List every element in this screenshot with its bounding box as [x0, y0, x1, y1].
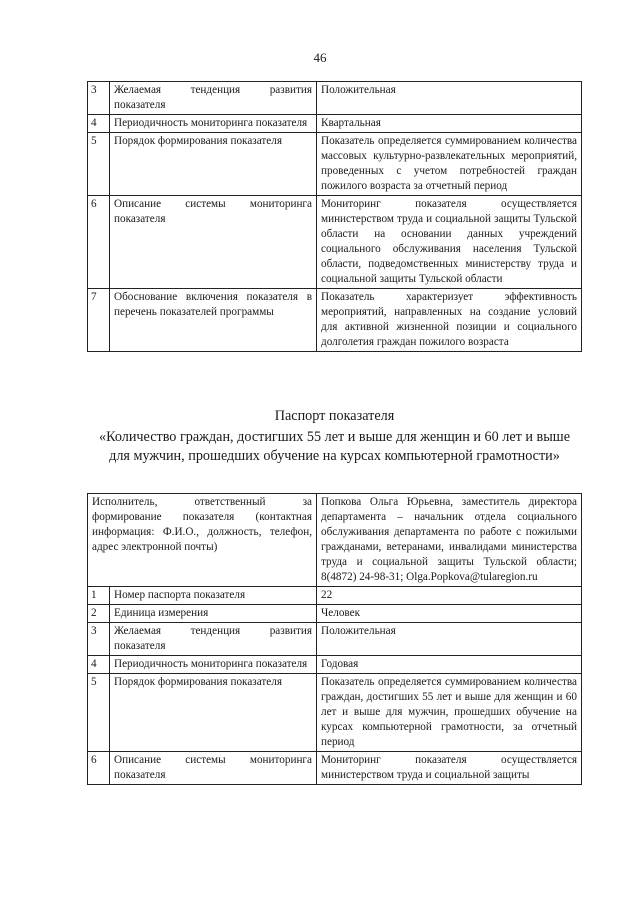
indicator-passport-table — [87, 493, 582, 785]
row-number: 6 — [88, 752, 110, 785]
table-row — [88, 605, 582, 623]
executor-value: Попкова Ольга Юрьевна, заместитель директора департамента – начальник отдела социального обслуживания департамента по работе с пожилыми гражданами, ветеранами, инвалидами министерства труда и социальной защиты Тульской области; 8(4872) 24-98-31; Olga.Popkova@tularegion.ru — [317, 494, 582, 587]
row-number: 5 — [88, 674, 110, 752]
page-number: 46 — [313, 50, 327, 65]
row-label: Описание системы мониторинга показателя — [110, 196, 317, 289]
row-number: 6 — [88, 196, 110, 289]
row-value: Показатель характеризует эффективность мероприятий, направленных на создание условий для активной жизненной позиции и социального долголетия граждан пожилого возраста — [317, 289, 582, 352]
passport-heading: Паспорт показателя — [274, 408, 395, 424]
table-row — [88, 587, 582, 605]
row-number: 1 — [88, 587, 110, 605]
row-label: Единица измерения — [110, 605, 317, 623]
row-value: Годовая — [317, 656, 582, 674]
row-value: Положительная — [317, 623, 582, 656]
row-number: 3 — [88, 623, 110, 656]
row-label: Периодичность мониторинга показателя — [110, 115, 317, 133]
table-row — [88, 752, 582, 785]
table-row — [88, 115, 582, 133]
table-row — [88, 656, 582, 674]
row-value: Положительная — [317, 82, 582, 115]
row-value: Человек — [317, 605, 582, 623]
row-number: 4 — [88, 115, 110, 133]
table-row — [88, 196, 582, 289]
row-number: 5 — [88, 133, 110, 196]
row-label: Желаемая тенденция развития показателя — [110, 623, 317, 656]
row-number: 2 — [88, 605, 110, 623]
table-row — [88, 289, 582, 352]
indicator-table-continued — [87, 81, 582, 352]
row-label: Обоснование включения показателя в перечень показателей программы — [110, 289, 317, 352]
row-number: 4 — [88, 656, 110, 674]
row-label: Порядок формирования показателя — [110, 674, 317, 752]
row-value: Мониторинг показателя осуществляется министерством труда и социальной защиты — [317, 752, 582, 785]
row-value: Квартальная — [317, 115, 582, 133]
executor-row — [88, 494, 582, 587]
executor-label: Исполнитель, ответственный за формирование показателя (контактная информация: Ф.И.О., должность, телефон, адрес электронной почты) — [88, 494, 317, 587]
row-value: Показатель определяется суммированием количества массовых культурно-развлекательных мероприятий, проведенных с учетом потребностей граждан пожилого возраста за отчетный период — [317, 133, 582, 196]
row-label: Порядок формирования показателя — [110, 133, 317, 196]
row-number: 3 — [88, 82, 110, 115]
row-label: Описание системы мониторинга показателя — [110, 752, 317, 785]
table-row — [88, 674, 582, 752]
row-number: 7 — [88, 289, 110, 352]
row-value: Показатель определяется суммированием количества граждан, достигших 55 лет и выше для женщин и 60 лет и выше для мужчин, прошедших обучение на курсах компьютерной грамотности, за отчетный период — [317, 674, 582, 752]
row-value: Мониторинг показателя осуществляется министерством труда и социальной защиты Тульской области на основании данных учреждений социального обслуживания населения Тульской области, подведомственных министерству труда и социальной защиты Тульской области — [317, 196, 582, 289]
row-value: 22 — [317, 587, 582, 605]
row-label: Периодичность мониторинга показателя — [110, 656, 317, 674]
row-label: Номер паспорта показателя — [110, 587, 317, 605]
table-row — [88, 133, 582, 196]
passport-subtitle: «Количество граждан, достигших 55 лет и выше для женщин и 60 лет и выше для мужчин, прошедших обучение на курсах компьютерной грамотности» — [98, 429, 571, 464]
table-row — [88, 82, 582, 115]
table-row — [88, 623, 582, 656]
row-label: Желаемая тенденция развития показателя — [110, 82, 317, 115]
